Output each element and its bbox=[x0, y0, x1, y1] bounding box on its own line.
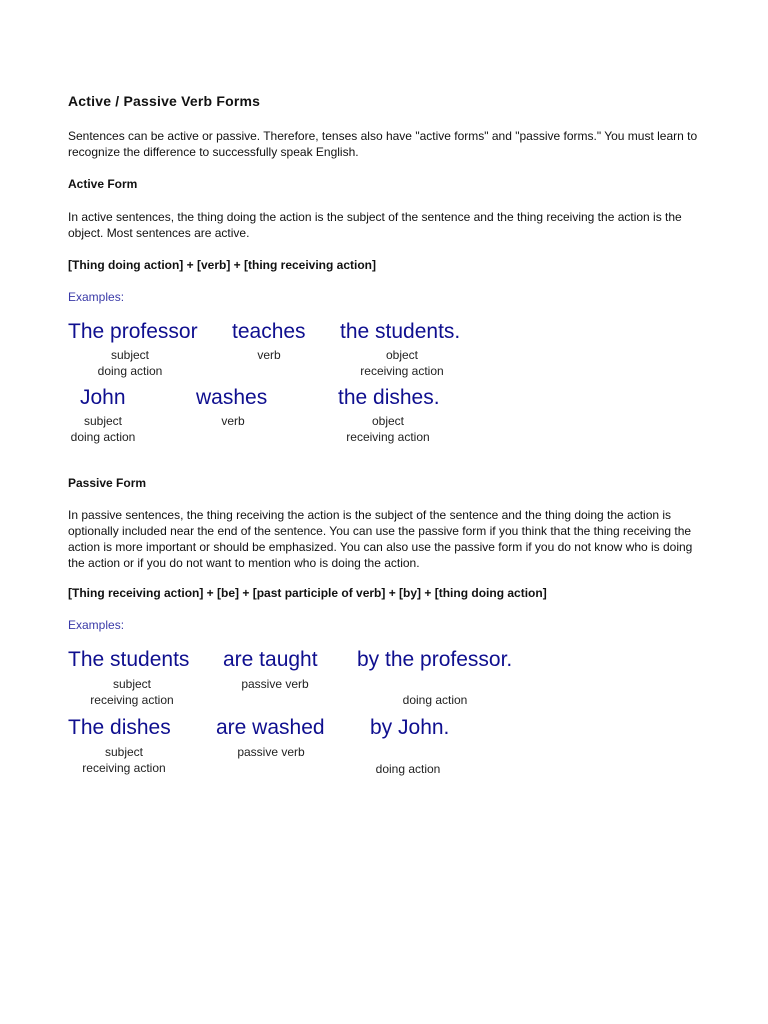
active-ex2-subject-label bbox=[62, 413, 144, 445]
passive-ex2-subject-label bbox=[64, 744, 184, 776]
active-ex1-subject: The professor bbox=[68, 320, 198, 343]
passive-ex1-subject: The students bbox=[68, 648, 190, 671]
active-ex2-object: the dishes. bbox=[338, 386, 440, 409]
active-ex2-verb: washes bbox=[196, 386, 268, 409]
role-sublabel: receiving action bbox=[346, 430, 430, 444]
page-title: Active / Passive Verb Forms bbox=[68, 93, 261, 109]
active-ex1-object: the students. bbox=[340, 320, 461, 343]
passive-ex1-subject-label bbox=[72, 676, 192, 708]
role-label: subject bbox=[104, 745, 144, 759]
role-sublabel: doing action bbox=[97, 364, 163, 378]
active-description: In active sentences, the thing doing the action is the subject of the sentence and the thing receiving the action is the object. Most sentences are active. bbox=[68, 210, 682, 240]
active-formula: [Thing doing action] + [verb] + [thing receiving action] bbox=[68, 258, 377, 272]
passive-ex2-agent: by John. bbox=[370, 716, 450, 739]
passive-examples-label: Examples: bbox=[68, 618, 125, 632]
active-ex2-object-label bbox=[328, 413, 448, 445]
role-label: subject bbox=[110, 348, 150, 362]
passive-ex1-verb-label: passive verb bbox=[241, 677, 309, 691]
passive-ex1-verb: are taught bbox=[223, 648, 318, 671]
role-sublabel: doing action bbox=[70, 430, 136, 444]
active-ex1-subject-label bbox=[70, 347, 190, 379]
role-label: object bbox=[385, 348, 419, 362]
active-ex1-object-label bbox=[342, 347, 462, 379]
role-label: subject bbox=[112, 677, 152, 691]
role-sublabel: receiving action bbox=[360, 364, 444, 378]
passive-ex2-verb-label: passive verb bbox=[237, 745, 305, 759]
active-heading: Active Form bbox=[68, 177, 138, 191]
active-ex2-verb-label: verb bbox=[221, 414, 245, 428]
role-sublabel: receiving action bbox=[82, 761, 166, 775]
role-label: subject bbox=[83, 414, 123, 428]
passive-ex1-agent: by the professor. bbox=[357, 648, 513, 671]
passive-description: In passive sentences, the thing receiving the action is the subject of the sentence and the thing doing the action is optionally included near the end of the sentence. You can use the passive form if you think that the thing receiving the action is more important or should be emphasized. You can also use the passive form if you do not know who is doing the action or if you do not want to mention who is doing the action. bbox=[68, 508, 693, 570]
passive-heading: Passive Form bbox=[68, 476, 147, 490]
passive-ex2-subject: The dishes bbox=[68, 716, 171, 739]
intro-paragraph: Sentences can be active or passive. Therefore, tenses also have "active forms" and "passive forms." You must learn to recognize the difference to successfully speak English. bbox=[68, 129, 698, 159]
active-examples-label: Examples: bbox=[68, 290, 125, 304]
passive-ex1-agent-label: doing action bbox=[402, 693, 468, 707]
passive-ex2-verb: are washed bbox=[216, 716, 325, 739]
active-ex1-verb-label: verb bbox=[257, 348, 281, 362]
passive-formula: [Thing receiving action] + [be] + [past participle of verb] + [by] + [thing doing action] bbox=[68, 586, 547, 600]
role-label: object bbox=[371, 414, 405, 428]
passive-ex2-agent-label: doing action bbox=[375, 762, 441, 776]
active-ex1-verb: teaches bbox=[232, 320, 306, 343]
active-ex2-subject: John bbox=[80, 386, 126, 409]
role-sublabel: receiving action bbox=[90, 693, 174, 707]
